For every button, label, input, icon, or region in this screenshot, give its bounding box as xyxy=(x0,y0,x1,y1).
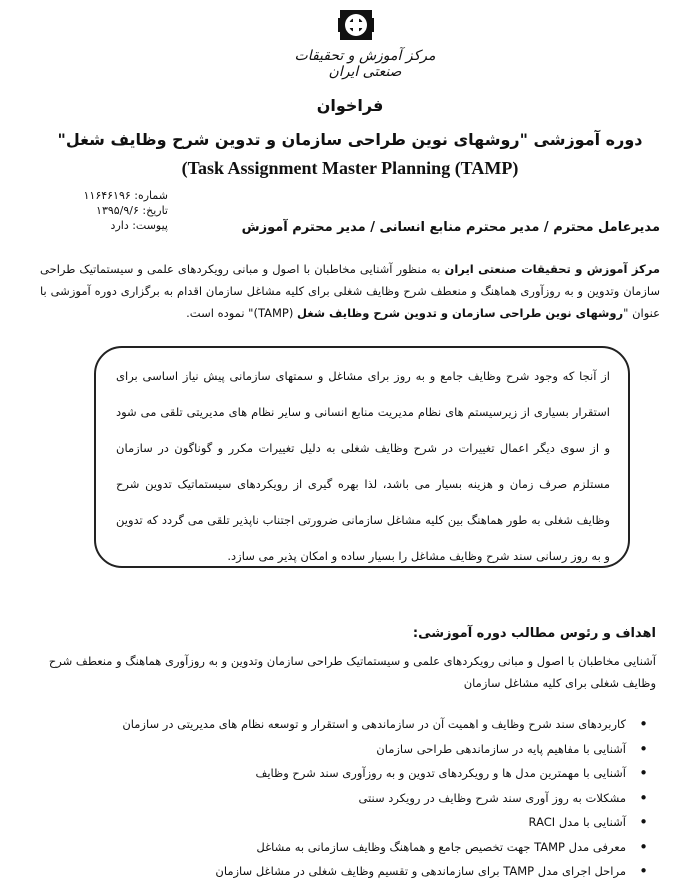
letter-attachment: پیوست: دارد xyxy=(110,219,168,232)
goals-heading: اهداف و رئوس مطالب دوره آموزشی: xyxy=(412,626,656,641)
letter-date: تاریخ: ۱۳۹۵/۹/۶ xyxy=(96,204,168,217)
goals-description: آشنایی مخاطبان با اصول و مبانی رویکردهای علمی و سیستماتیک طراحی سازمان وتدوین و به روزآوری هماهنگ و منعطف شرح وظایف شغلی برای کلیه مشاغل سازمان xyxy=(48,654,656,690)
list-item: • معرفی مدل TAMP جهت تخصیص جامع و هماهنگ وظایف سازمانی به مشاغل xyxy=(52,835,652,860)
intro-paragraph xyxy=(40,258,660,324)
list-item: • آشنایی با مهمترین مدل ها و رویکردهای تدوین و به روزآوری سند شرح وظایف xyxy=(52,761,652,786)
list-item: • مشکلات به روز آوری سند شرح وظایف در رویکرد سنتی xyxy=(52,786,652,811)
organization-emblem-icon xyxy=(338,8,374,42)
list-item: • آشنایی با مفاهیم پایه در سازماندهی طراحی سازمان xyxy=(52,737,652,762)
rationale-text: از آنجا که وجود شرح وظایف جامع و به روز برای مشاغل و سمتهای سازمانی پیش نیاز اساسی برای استقرار بسیاری از زیرسیستم های نظام مدیریت منابع انسانی و سایر نظام های مدیریتی تلقی می شود و از سوی دیگر اعمال تغییرات در شرح وظایف شغلی به دلیل تغییرات مکرر و گوناگون در سازمان مستلزم صرف زمان و هزینه بسیار می باشد، لذا بهره گیری از رویکردهای سیستماتیک تدوین شرح وظایف شغلی به طور هماهنگ بین کلیه مشاغل سازمانی ضرورتی اجتناب ناپذیر تلقی می گردد که تدوین و به روز رسانی سند شرح وظایف مشاغل را بسیار ساده و امکان پذیر می سازد. xyxy=(116,369,610,563)
intro-text-2: (TAMP)" نموده است. xyxy=(186,306,297,320)
intro-org-name: مرکز آموزش و تحقیقات صنعتی ایران xyxy=(444,262,660,276)
header-logo xyxy=(290,8,440,88)
document-heading: فراخوان xyxy=(316,96,384,115)
intro-text-1: به منظور آشنایی مخاطبان با اصول و مبانی رویکردهای علمی و سیستماتیک طراحی سازمان وتدوین و به روزآوری هماهنگ و منعطف شرح وظایف شغلی برای کلیه مشاغل سازمان اقدام به برگزاری دوره آموزشی با عنوان " xyxy=(40,262,660,320)
list-item: • کاربردهای سند شرح وظایف و اهمیت آن در سازماندهی و استقرار و توسعه نظام های مدیریتی در سازمان xyxy=(52,712,652,737)
course-title-english: (Task Assignment Master Planning (TAMP) xyxy=(181,158,519,178)
letter-number: شماره: ۱۱۶۴۶۱۹۶ xyxy=(83,189,168,202)
addressee-line: مدیرعامل محترم / مدیر محترم منابع انسانی / مدیر محترم آموزش xyxy=(241,220,660,235)
list-item: • آشنایی با مدل RACI xyxy=(52,810,652,835)
list-item: • مراحل اجرای مدل TAMP برای سازماندهی و تقسیم وظایف شغلی در مشاغل سازمان xyxy=(52,859,652,884)
letter-meta xyxy=(28,188,168,233)
organization-name: مرکز آموزش و تحقیقات صنعتی ایران xyxy=(294,48,436,80)
course-title: دوره آموزشی "روشهای نوین طراحی سازمان و تدوین شرح وظایف شغل" xyxy=(57,130,643,149)
intro-course-title: روشهای نوین طراحی سازمان و تدوین شرح وظایف شغل xyxy=(296,306,624,320)
goals-list xyxy=(52,712,652,884)
